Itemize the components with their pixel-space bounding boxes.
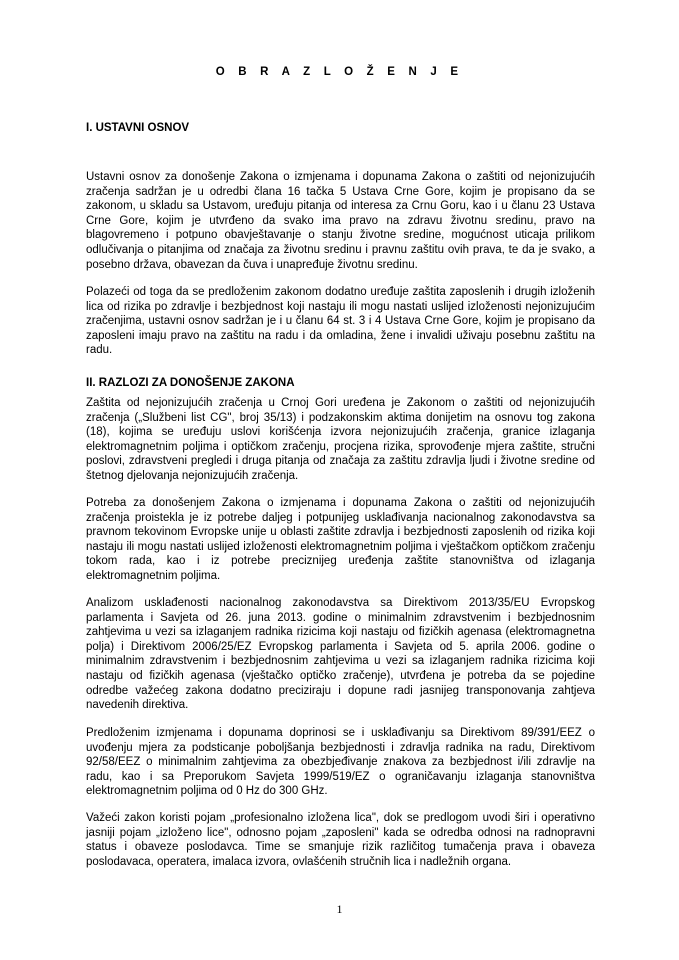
paragraph: Važeći zakon koristi pojam „profesionalno izložena lica", dok se predlogom uvodi širi i operativno jasniji pojam „izloženo lice", odnosno pojam „zaposleni" kada se odredba odnosi na radnopravni status i obaveze poslodavca. Time se smanjuje rizik različitog tumačenja prava i obaveza poslodavaca, operatera, imalaca izvora, ovlašćenih stručnih lica i nadležnih organa. <box>86 812 595 868</box>
section-heading-constitutional-basis: I. USTAVNI OSNOV <box>86 122 190 134</box>
paragraph: Zaštita od nejonizujućih zračenja u Crnoj Gori uređena je Zakonom o zaštiti od nejonizujućih zračenja („Službeni list CG", broj 35/13) i podzakonskim aktima donijetim na osnovu tog zakona (18), kojima se uređuju uslovi korišćenja izvora nejonizujućih zračenja, granice izlaganja elektromagnetnim poljima i optičkom zračenju, procjena rizika, sprovođenje mjera zaštite, stručni poslovi, zdravstveni pregledi i druga pitanja od značaja za zaštitu zdravlja ljudi i životne sredine od štetnog djelovanja nejonizujućih zračenja. <box>86 397 595 482</box>
section-heading-reasons: II. RAZLOZI ZA DONOŠENJE ZAKONA <box>86 377 295 389</box>
page-number: 1 <box>336 902 343 916</box>
paragraph: Polazeći od toga da se predloženim zakonom dodatno uređuje zaštita zaposlenih i drugih izloženih lica od rizika po zdravlje i bezbjednost koji nastaju ili mogu nastati uslijed izloženosti nejonizujućim zračenjima, ustavni osnov sadržan je i u članu 64 st. 3 i 4 Ustava Crne Gore, kojim je propisano da zaposleni imaju pravo na zaštitu na radu i da omladina, žene i invalidi uživaju posebnu zaštitu na radu. <box>86 286 595 357</box>
paragraph: Analizom usklađenosti nacionalnog zakonodavstva sa Direktivom 2013/35/EU Evropskog parlamenta i Savjeta od 26. juna 2013. godine o minimalnim zdravstvenim i bezbjednosnim zahtjevima u vezi sa izlaganjem radnika rizicima koji nastaju od fizičkih agenasa (elektromagnetna polja) i Direktivom 2006/25/EZ Evropskog parlamenta i Savjeta od 5. aprila 2006. godine o minimalnim zdravstvenim i bezbjednosnim zahtjevima u vezi sa izlaganjem radnika rizicima koji nastaju od fizičkih agenasa (vještačko optičko zračenje), utvrđena je potreba da se pojedine odredbe važećeg zakona dodatno preciziraju i dopune radi jasnijeg transponovanja zahtjeva navedenih direktiva. <box>86 597 595 712</box>
document-title: O B R A Z L O Ž E N J E <box>215 66 464 78</box>
paragraph: Ustavni osnov za donošenje Zakona o izmjenama i dopunama Zakona o zaštiti od nejonizujućih zračenja sadržan je u odredbi člana 16 tačka 5 Ustava Crne Gore, kojim je propisano da se zakonom, u skladu sa Ustavom, uređuju pitanja od interesa za Crnu Goru, kao i u članu 23 Ustava Crne Gore, kojim je utvrđeno da svako ima pravo na zdravu životnu sredinu, pravo na blagovremeno i potpuno obavještavanje o stanju životne sredine, mogućnost uticaja prilikom odlučivanja o pitanjima od značaja za životnu sredinu i pravnu zaštitu ovih prava, te da je svako, a posebno država, obavezan da čuva i unapređuje životnu sredinu. <box>86 171 595 271</box>
paragraph: Potreba za donošenjem Zakona o izmjenama i dopunama Zakona o zaštiti od nejonizujućih zračenja proistekla je iz potrebe daljeg i potpunijeg usklađivanja nacionalnog zakonodavstva sa pravnom tekovinom Evropske unije u oblasti zaštite zdravlja i bezbjednosti zaposlenih od rizika koji nastaju ili mogu nastati uslijed izloženosti elektromagnetnim poljima i vještačkom optičkom zračenju tokom rada, kao i iz potrebe preciznijeg uređenja zaštite stanovništva od izlaganja elektromagnetnim poljima. <box>86 497 595 582</box>
paragraph: Predloženim izmjenama i dopunama doprinosi se i usklađivanju sa Direktivom 89/391/EEZ o uvođenju mjera za podsticanje poboljšanja bezbjednosti i zdravlja radnika na radu, Direktivom 92/58/EEZ o minimalnim zahtjevima za obezbjeđivanje znakova za bezbjednost i/ili zdravlje na radu, kao i sa Preporukom Savjeta 1999/519/EZ o ograničavanju izlaganja stanovništva elektromagnetnim poljima od 0 Hz do 300 GHz. <box>86 727 595 798</box>
